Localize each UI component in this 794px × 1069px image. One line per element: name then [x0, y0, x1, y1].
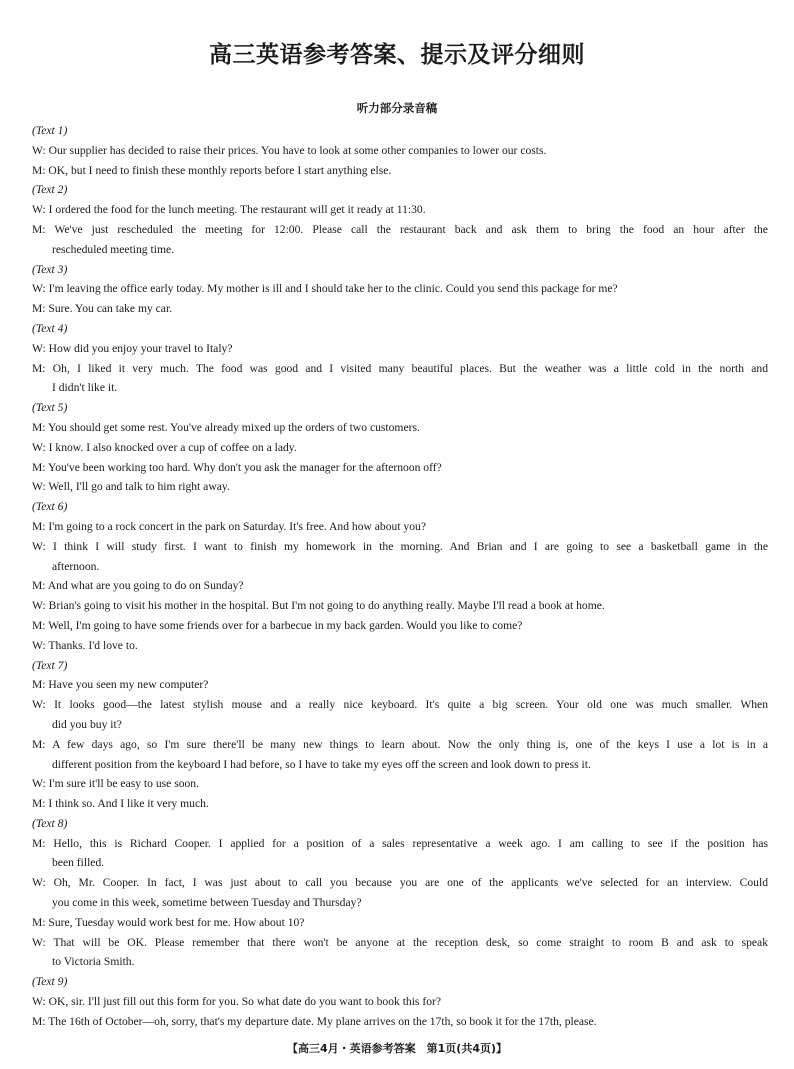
transcript-line: W: Brian's going to visit his mother in the hospital. But I'm not going to do anything really. Maybe I'll read a book at home.	[32, 599, 605, 613]
transcript-line: M: Sure, Tuesday would work best for me. How about 10?	[32, 915, 305, 929]
transcript-line: rescheduled meeting time.	[52, 242, 175, 256]
transcript-line: W: Our supplier has decided to raise their prices. You have to look at some other companies to lower our costs.	[32, 143, 547, 157]
transcript-line: W: Thanks. I'd love to.	[32, 638, 138, 652]
transcript-line: M: I'm going to a rock concert in the park on Saturday. It's free. And how about you?	[32, 519, 426, 533]
transcript-line: M: Oh, I liked it very much. The food was good and I visited many beautiful places. But the weather was a little cold in the north and	[32, 361, 768, 375]
transcript-line: W: How did you enjoy your travel to Italy?	[32, 341, 233, 355]
transcript-line: W: That will be OK. Please remember that there won't be anyone at the reception desk, so come straight to room B and ask to speak	[32, 935, 768, 949]
transcript-line: M: Sure. You can take my car.	[32, 302, 173, 316]
transcript-line: W: Well, I'll go and talk to him right away.	[32, 480, 230, 494]
transcript-line: W: I'm leaving the office early today. My mother is ill and I should take her to the clinic. Could you send this package for me?	[32, 282, 618, 296]
page-title: 高三英语参考答案、提示及评分细则	[209, 42, 585, 68]
transcript-line: been filled.	[52, 856, 105, 870]
transcript-body	[32, 121, 768, 1032]
transcript-line: W: It looks good—the latest stylish mouse and a really nice keyboard. It's quite a big screen. Your old one was much smaller. When	[32, 698, 768, 712]
transcript-line: you come in this week, sometime between Tuesday and Thursday?	[52, 896, 362, 910]
transcript-line: W: I'm sure it'll be easy to use soon.	[32, 777, 199, 791]
transcript-line: M: Have you seen my new computer?	[32, 678, 209, 692]
transcript-line: M: You've been working too hard. Why don't you ask the manager for the afternoon off?	[32, 460, 442, 474]
transcript-line: M: A few days ago, so I'm sure there'll be many new things to learn about. Now the only thing is, one of the keys I use a lot is in a	[32, 737, 768, 751]
transcript-line: M: You should get some rest. You've already mixed up the orders of two customers.	[32, 420, 420, 434]
page-footer: 【高三4月・英语参考答案 第1页(共4页)】	[286, 1042, 507, 1055]
transcript-line: W: I ordered the food for the lunch meeting. The restaurant will get it ready at 11:30.	[32, 203, 426, 217]
text-label: (Text 3)	[32, 262, 68, 276]
transcript-line: to Victoria Smith.	[52, 955, 135, 969]
transcript-line: M: Well, I'm going to have some friends over for a barbecue in my back garden. Would you like to come?	[32, 618, 523, 632]
transcript-line: afternoon.	[52, 559, 100, 573]
transcript-line: W: OK, sir. I'll just fill out this form for you. So what date do you want to book this for?	[32, 995, 442, 1009]
transcript-line: M: OK, but I need to finish these monthly reports before I start anything else.	[32, 163, 392, 177]
transcript-line: different position from the keyboard I had before, so I have to take my eyes off the screen and look down to press it.	[52, 757, 591, 771]
text-label: (Text 1)	[32, 124, 68, 137]
transcript-line: W: Oh, Mr. Cooper. In fact, I was just about to call you because you are one of the applicants we've selected for an interview. Could	[32, 876, 768, 890]
transcript-line: M: The 16th of October—oh, sorry, that's my departure date. My plane arrives on the 17th, so book it for the 17th, please.	[32, 1014, 597, 1028]
text-label: (Text 4)	[32, 321, 68, 335]
text-label: (Text 5)	[32, 401, 68, 415]
text-label: (Text 8)	[32, 816, 68, 830]
text-label: (Text 9)	[32, 975, 68, 989]
transcript-line: W: I think I will study first. I want to finish my homework in the morning. And Brian and I are going to see a basketball game in the	[32, 539, 768, 553]
transcript-line: did you buy it?	[52, 717, 122, 731]
text-label: (Text 2)	[32, 183, 68, 197]
text-label: (Text 7)	[32, 658, 68, 672]
section-subtitle: 听力部分录音稿	[356, 101, 438, 115]
transcript-line: M: I think so. And I like it very much.	[32, 797, 209, 811]
text-label: (Text 6)	[32, 500, 68, 514]
transcript-line: I didn't like it.	[52, 381, 118, 395]
transcript-line: M: We've just rescheduled the meeting for 12:00. Please call the restaurant back and ask them to bring the food an hour after the	[32, 222, 768, 236]
transcript-line: W: I know. I also knocked over a cup of coffee on a lady.	[32, 440, 297, 454]
transcript-line: M: And what are you going to do on Sunday?	[32, 579, 244, 593]
transcript-line: M: Hello, this is Richard Cooper. I applied for a position of a sales representative a week ago. I am calling to see if the position has	[32, 836, 768, 850]
